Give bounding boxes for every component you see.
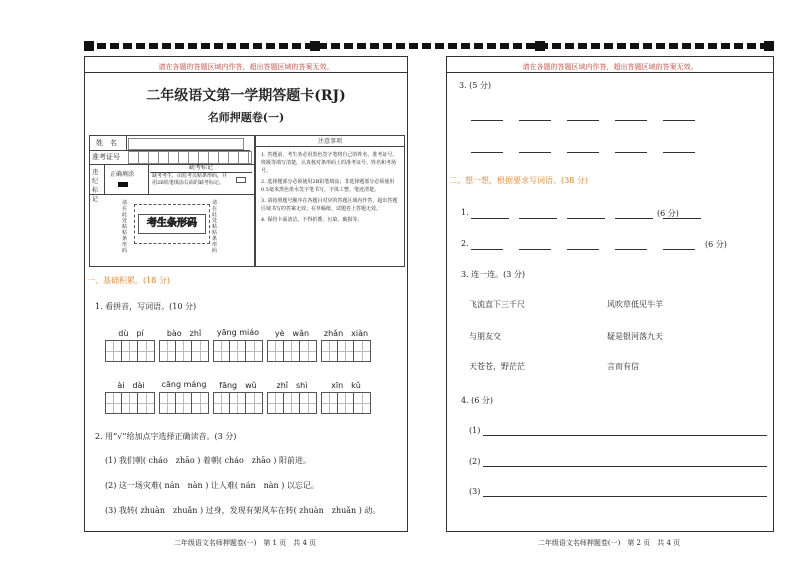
- pinyin: zhǎn xiàn: [323, 329, 369, 338]
- sub-item-label: (1): [469, 426, 481, 435]
- writing-grid[interactable]: [105, 340, 155, 362]
- pinyin: fāng wǔ: [219, 381, 257, 390]
- exam-no-label: 准考证号: [92, 153, 120, 161]
- question-2-3: 3. 连一连。(3 分): [461, 270, 526, 279]
- corner-marker: [310, 41, 320, 51]
- question-2-4: 4. (6 分): [461, 396, 494, 405]
- corner-marker: [535, 41, 545, 51]
- match-left-item[interactable]: 飞流直下三千尺: [469, 300, 525, 309]
- question-2: 2. 用“√”给加点字选择正确读音。(3 分): [95, 432, 237, 441]
- answer-sheet-page-1: [84, 56, 408, 532]
- pinyin: yāng miáo: [216, 328, 260, 337]
- answer-line[interactable]: [615, 217, 653, 219]
- answer-line[interactable]: [567, 119, 599, 121]
- name-label: 姓 名: [96, 139, 117, 147]
- pinyin: yè wǎn: [274, 329, 310, 338]
- writing-grid[interactable]: [159, 340, 209, 362]
- name-field[interactable]: [128, 138, 244, 150]
- section-1-heading: 一、基础积累。(18 分): [87, 276, 170, 285]
- answer-line[interactable]: [471, 151, 503, 153]
- top-dash-border: [84, 43, 774, 49]
- absent-checkbox[interactable]: [236, 177, 246, 183]
- sub-item-label: (2): [469, 457, 481, 466]
- question-2-1: 1.: [461, 208, 469, 217]
- divider: [447, 72, 773, 73]
- barcode-side-text: 请在此处粘贴条形码: [212, 200, 218, 254]
- writing-grid[interactable]: [213, 392, 263, 414]
- question-3: 3. (5 分): [459, 81, 492, 90]
- answer-line[interactable]: [483, 495, 767, 497]
- answer-line[interactable]: [519, 151, 551, 153]
- barcode-area: [90, 194, 254, 266]
- answer-line[interactable]: [519, 119, 551, 121]
- match-left-item[interactable]: 天苍苍，野茫茫: [469, 362, 525, 371]
- pinyin: zhǐ shì: [276, 381, 308, 390]
- writing-grid[interactable]: [267, 340, 317, 362]
- match-right-item[interactable]: 疑是银河落九天: [607, 332, 663, 341]
- notes-block: [255, 135, 405, 267]
- name-row: [90, 136, 250, 151]
- absent-row: [90, 164, 254, 203]
- sub-item-label: (3): [469, 487, 481, 496]
- writing-grid[interactable]: [267, 392, 317, 414]
- answer-line[interactable]: [471, 119, 503, 121]
- answer-line[interactable]: [615, 248, 647, 250]
- pinyin: cāng máng: [161, 380, 207, 389]
- page-1-footer: 二年级语文名师押题卷(一) 第 1 页 共 4 页: [173, 539, 317, 547]
- page-2-footer: 二年级语文名师押题卷(一) 第 2 页 共 4 页: [537, 539, 681, 547]
- score-label: (6 分): [705, 240, 727, 249]
- writing-grid[interactable]: [321, 392, 371, 414]
- absent-instruction: 缺考考生，由监考员贴条形码，并用2B铅笔填涂右面的缺考标记。: [152, 173, 228, 186]
- section-2-heading: 二、想一想，根据要求写词语。(38 分): [449, 176, 588, 185]
- answer-line[interactable]: [471, 217, 509, 219]
- answer-line[interactable]: [567, 217, 605, 219]
- barcode-paste-box: [134, 204, 210, 244]
- note-item: 1. 答题前，考生务必用黑色签字笔将自己的姓名、准考证号、班级等填写清楚，认真核对条形码上的准考证号、姓名和考场号。: [261, 152, 398, 174]
- question-2-item[interactable]: (2) 这一场灾难( nán nàn ) 让人难( nán nàn ) 以忘记。: [105, 481, 319, 490]
- note-item: 3. 请按照题号顺序在各题目对应的答题区域内作答，超出答题区域书写的答案无效；在草稿纸、试题卷上答题无效。: [261, 198, 398, 212]
- question-2-item[interactable]: (3) 我转( zhuàn zhuǎn ) 过身，发现有架风车在转( zhuàn zhuǎn ) 动。: [105, 506, 381, 515]
- answer-line[interactable]: [567, 151, 599, 153]
- match-right-item[interactable]: 言而有信: [607, 362, 639, 371]
- pinyin: dù pí: [118, 329, 144, 338]
- barcode-label: 考生条形码: [138, 214, 206, 234]
- answer-line[interactable]: [663, 151, 695, 153]
- corner-marker: [764, 41, 774, 51]
- match-left-item[interactable]: 与朋友交: [469, 332, 501, 341]
- notes-title: 注意事项: [256, 137, 404, 147]
- sheet-title: 二年级语文第一学期答题卡(RJ): [146, 88, 346, 104]
- banner-note: 请在各题的答题区域内作答，超出答题区域的答案无效。: [522, 63, 698, 71]
- writing-grid[interactable]: [321, 340, 371, 362]
- answer-line[interactable]: [663, 119, 695, 121]
- writing-grid[interactable]: [159, 392, 209, 414]
- sheet-subtitle: 名师押题卷(一): [207, 111, 285, 124]
- writing-grid[interactable]: [213, 340, 263, 362]
- pinyin: xīn kǔ: [331, 381, 361, 390]
- student-info-block: [89, 135, 255, 267]
- pinyin: bào zhǐ: [166, 329, 202, 338]
- answer-line[interactable]: [471, 248, 503, 250]
- notes-list: [261, 151, 399, 224]
- question-1: 1. 看拼音，写词语。(10 分): [95, 302, 197, 311]
- note-item: 2. 选择题部分必须使用2B铅笔填涂；非选择题部分必须使用0.5毫米黑色墨水签字笔书写，字体工整、笔迹清楚。: [261, 179, 395, 193]
- answer-line[interactable]: [483, 434, 767, 436]
- score-label: (6 分): [657, 209, 679, 218]
- answer-line[interactable]: [663, 248, 695, 250]
- answer-line[interactable]: [519, 217, 557, 219]
- writing-grid[interactable]: [105, 392, 155, 414]
- answer-line[interactable]: [615, 151, 647, 153]
- barcode-side-text: 请在此处粘贴条形码: [122, 200, 128, 254]
- answer-line[interactable]: [519, 248, 551, 250]
- absent-side-label: 违纪标记: [92, 169, 99, 203]
- filled-mark-example: [118, 182, 128, 187]
- divider: [85, 72, 407, 73]
- question-2-item[interactable]: (1) 我们朝( cháo zhāo ) 着朝( cháo zhāo ) 阳前进。: [105, 456, 311, 465]
- answer-line[interactable]: [567, 248, 599, 250]
- pinyin: ài dài: [117, 381, 145, 390]
- answer-line[interactable]: [483, 465, 767, 467]
- fill-example-label: 正确填涂: [110, 171, 135, 178]
- match-right-item[interactable]: 风吹草低见牛羊: [607, 300, 663, 309]
- answer-line[interactable]: [615, 119, 647, 121]
- banner-note: 请在各题的答题区域内作答，超出答题区域的答案无效。: [158, 63, 334, 71]
- answer-sheet-page-2: [446, 56, 774, 532]
- corner-marker: [84, 41, 94, 51]
- note-item: 4. 保持卡面清洁，不得折叠、污染、破损等。: [261, 217, 363, 223]
- question-2-2: 2.: [461, 239, 469, 248]
- absent-title: 缺考标记: [150, 163, 252, 173]
